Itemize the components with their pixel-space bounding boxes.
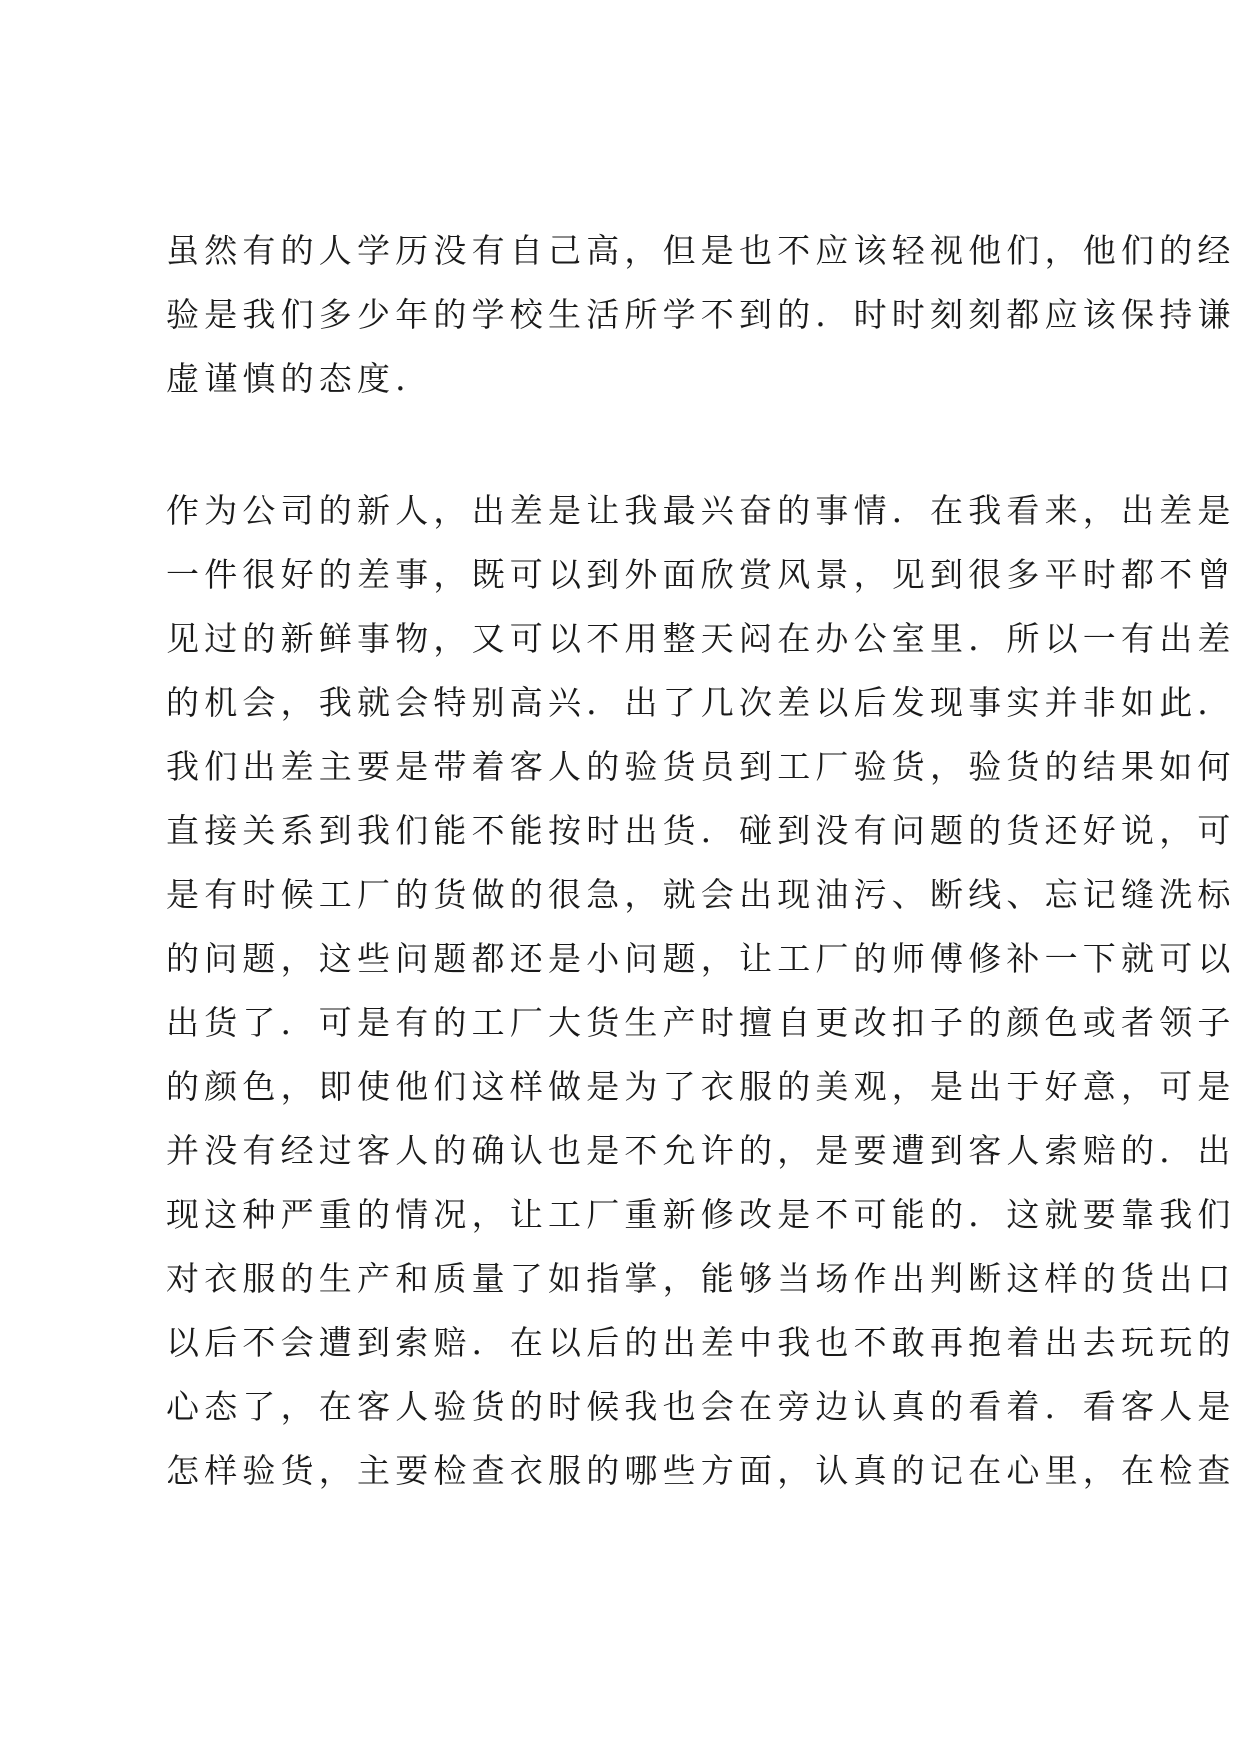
paragraph-line: 是有时候工厂的货做的很急，就会出现油污、断线、忘记缝洗标 [166,875,1236,914]
paragraph-2 [166,479,1236,1503]
paragraph-line: 我们出差主要是带着客人的验货员到工厂验货，验货的结果如何 [166,747,1236,786]
paragraph-line: 心态了，在客人验货的时候我也会在旁边认真的看着．看客人是 [166,1387,1236,1426]
paragraph-line: 虚谨慎的态度． [166,359,434,398]
paragraph-line: 出货了．可是有的工厂大货生产时擅自更改扣子的颜色或者领子 [166,1003,1236,1042]
paragraph-line: 的机会，我就会特别高兴．出了几次差以后发现事实并非如此． [166,683,1236,722]
paragraph-line: 怎样验货，主要检查衣服的哪些方面，认真的记在心里，在检查 [166,1451,1236,1490]
paragraph-line: 以后不会遭到索赔．在以后的出差中我也不敢再抱着出去玩玩的 [166,1323,1236,1362]
paragraph-line: 现这种严重的情况，让工厂重新修改是不可能的．这就要靠我们 [166,1195,1236,1234]
paragraph-line: 一件很好的差事，既可以到外面欣赏风景，见到很多平时都不曾 [166,555,1236,594]
paragraph-line: 验是我们多少年的学校生活所学不到的．时时刻刻都应该保持谦 [166,295,1236,334]
paragraph-line: 的颜色，即使他们这样做是为了衣服的美观，是出于好意，可是 [166,1067,1236,1106]
paragraph-line: 并没有经过客人的确认也是不允许的，是要遭到客人索赔的．出 [166,1131,1236,1170]
paragraph-line: 的问题，这些问题都还是小问题，让工厂的师傅修补一下就可以 [166,939,1236,978]
paragraph-1 [166,219,1236,411]
paragraph-line: 见过的新鲜事物，又可以不用整天闷在办公室里．所以一有出差 [166,619,1236,658]
paragraph-line: 作为公司的新人，出差是让我最兴奋的事情．在我看来，出差是 [166,491,1236,530]
paragraph-line: 虽然有的人学历没有自己高，但是也不应该轻视他们，他们的经 [166,231,1236,270]
paragraph-line: 对衣服的生产和质量了如指掌，能够当场作出判断这样的货出口 [166,1259,1236,1298]
paragraph-line: 直接关系到我们能不能按时出货．碰到没有问题的货还好说，可 [166,811,1236,850]
